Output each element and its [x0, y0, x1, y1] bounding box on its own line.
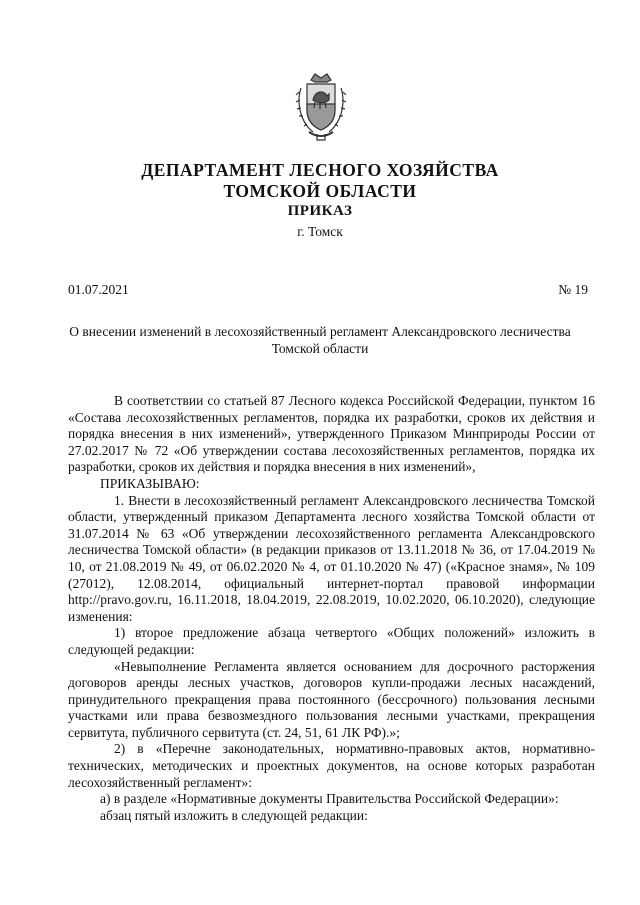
paragraph-five-instruction: абзац пятый изложить в следующей редакции: [100, 807, 368, 823]
document-type: ПРИКАЗ [287, 203, 353, 219]
preamble-paragraph: В соответствии со статьей 87 Лесного кодекса Российской Федерации, пунктом 16 «Состава лесохозяйственных регламентов, порядка их разработки, сроков их действия и порядка внесения в них изменений», утвержденного Приказом Минприроды России от 27.02.2017 № 72 «Об утверждении состава лесохозяйственных регламентов, порядка их разработки, сроков их действия и порядка внесения в них изменений», [68, 393, 595, 475]
order-subject: О внесении изменений в лесохозяйственный регламент Александровского лесничества Томской области [69, 324, 571, 356]
city: г. Томск [297, 224, 343, 239]
directive-word: ПРИКАЗЫВАЮ: [100, 475, 200, 491]
department-title-line1: ДЕПАРТАМЕНТ ЛЕСНОГО ХОЗЯЙСТВА [141, 160, 499, 180]
order-body [68, 393, 595, 824]
coat-of-arms-icon [293, 70, 349, 142]
quoted-text-paragraph: «Невыполнение Регламента является основанием для досрочного расторжения договоров аренды лесных участков, договоров купли-продажи лесных насаждений, принудительного прекращения права постоянного (бессрочного) пользования лесными участками или права безвозмездного пользования лесными участками, прекращения сервитута, публичного сервитута (ст. 24, 51, 61 ЛК РФ).»; [68, 658, 595, 740]
item-1-paragraph: 1. Внести в лесохозяйственный регламент Александровского лесничества Томской области, утвержденный приказом Департамента лесного хозяйства Томской области от 31.07.2014 № 63 «Об утверждении лесохозяйственного регламента Александровского лесничества Томской области» (в редакции приказов от 13.11.2018 № 36, от 17.04.2019 № 10, от 21.08.2019 № 49, от 06.02.2020 № 4, от 01.10.2020 № 47) («Красное знамя», № 109 (27012), 12.08.2014, официальный интернет-портал правовой информации http://pravo.gov.ru, 16.11.2018, 18.04.2019, 22.08.2019, 10.02.2020, 06.10.2020), следующие изменения: [68, 492, 595, 624]
subitem-2-paragraph: 2) в «Перечне законодательных, нормативно-правовых актов, нормативно-технических, методических и проектных документов, на основе которых разработан лесохозяйственный регламент»: [68, 741, 595, 790]
department-title-line2: ТОМСКОЙ ОБЛАСТИ [223, 181, 417, 201]
subitem-a-paragraph: а) в разделе «Нормативные документы Правительства Российской Федерации»: [100, 791, 559, 807]
order-number: № 19 [558, 282, 588, 297]
subitem-1-paragraph: 1) второе предложение абзаца четвертого «Общих положений» изложить в следующей редакции: [68, 625, 595, 657]
order-date: 01.07.2021 [68, 282, 129, 297]
